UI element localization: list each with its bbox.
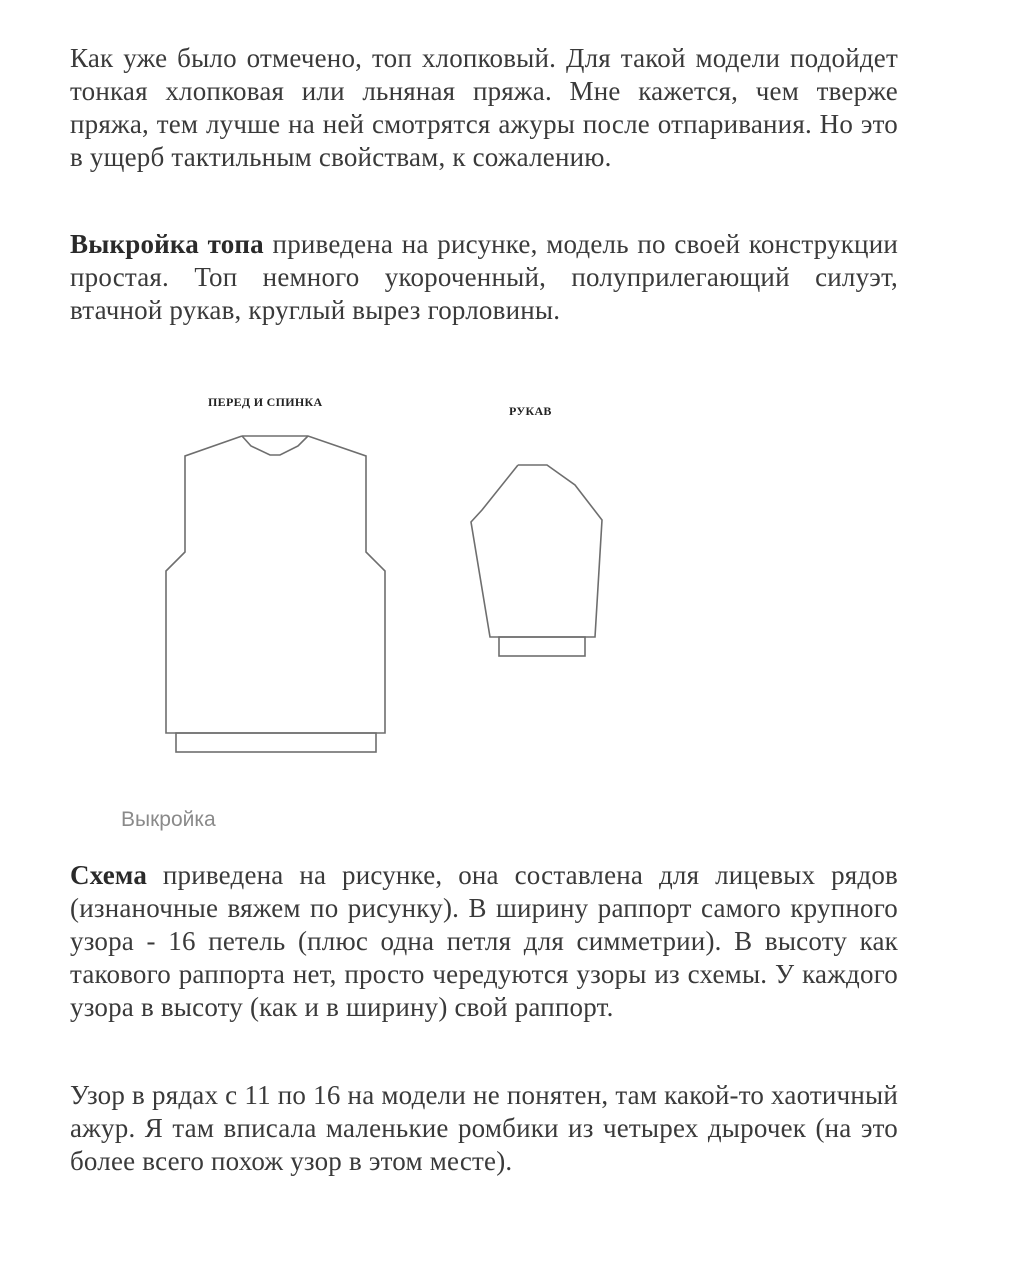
front-back-ribbing — [176, 733, 376, 752]
paragraph-text: приведена на рисунке, она составлена для лицевых рядов (изнаночные вяжем по рисунку). В ширину раппорт самого крупного узора - 16 петель (плюс одна петля для симметрии). В высоту как такового раппорта нет, просто чередуются узоры из схемы. У каждого узора в высоту (как и в ширину) свой раппорт. — [70, 860, 898, 1022]
paragraph-pattern-description — [70, 228, 898, 327]
paragraph-bold-lead: Схема — [70, 860, 148, 890]
sleeve-outline — [471, 465, 602, 637]
pattern-figure — [0, 380, 1024, 800]
neckline-curve — [242, 436, 308, 455]
paragraph-text: Как уже было отмечено, топ хлопковый. Для такой модели подойдет тонкая хлопковая или льняная пряжа. Мне кажется, чем тверже пряжа, тем лучше на ней смотрятся ажуры после отпаривания. Но это в ущерб тактильным свойствам, к сожалению. — [70, 43, 898, 172]
paragraph-yarn — [70, 42, 898, 174]
paragraph-text: Узор в рядах с 11 по 16 на модели не понятен, там какой-то хаотичный ажур. Я там вписала маленькие ромбики из четырех дырочек (на это более всего похож узор в этом месте). — [70, 1080, 898, 1176]
pattern-diagram — [0, 380, 1024, 800]
front-back-outline — [166, 436, 385, 733]
paragraph-chart-description — [70, 859, 898, 1024]
paragraph-text: приведена на рисунке, модель по своей конструкции простая. Топ немного укороченный, полуприлегающий силуэт, втачной рукав, круглый вырез горловины. — [70, 229, 898, 325]
figure-caption: Выкройка — [121, 808, 216, 831]
sleeve-cuff — [499, 637, 585, 656]
paragraph-rows-note — [70, 1079, 898, 1178]
front-back-label: ПЕРЕД И СПИНКА — [208, 395, 323, 409]
sleeve-label: РУКАВ — [509, 404, 552, 418]
paragraph-bold-lead: Выкройка топа — [70, 229, 264, 259]
